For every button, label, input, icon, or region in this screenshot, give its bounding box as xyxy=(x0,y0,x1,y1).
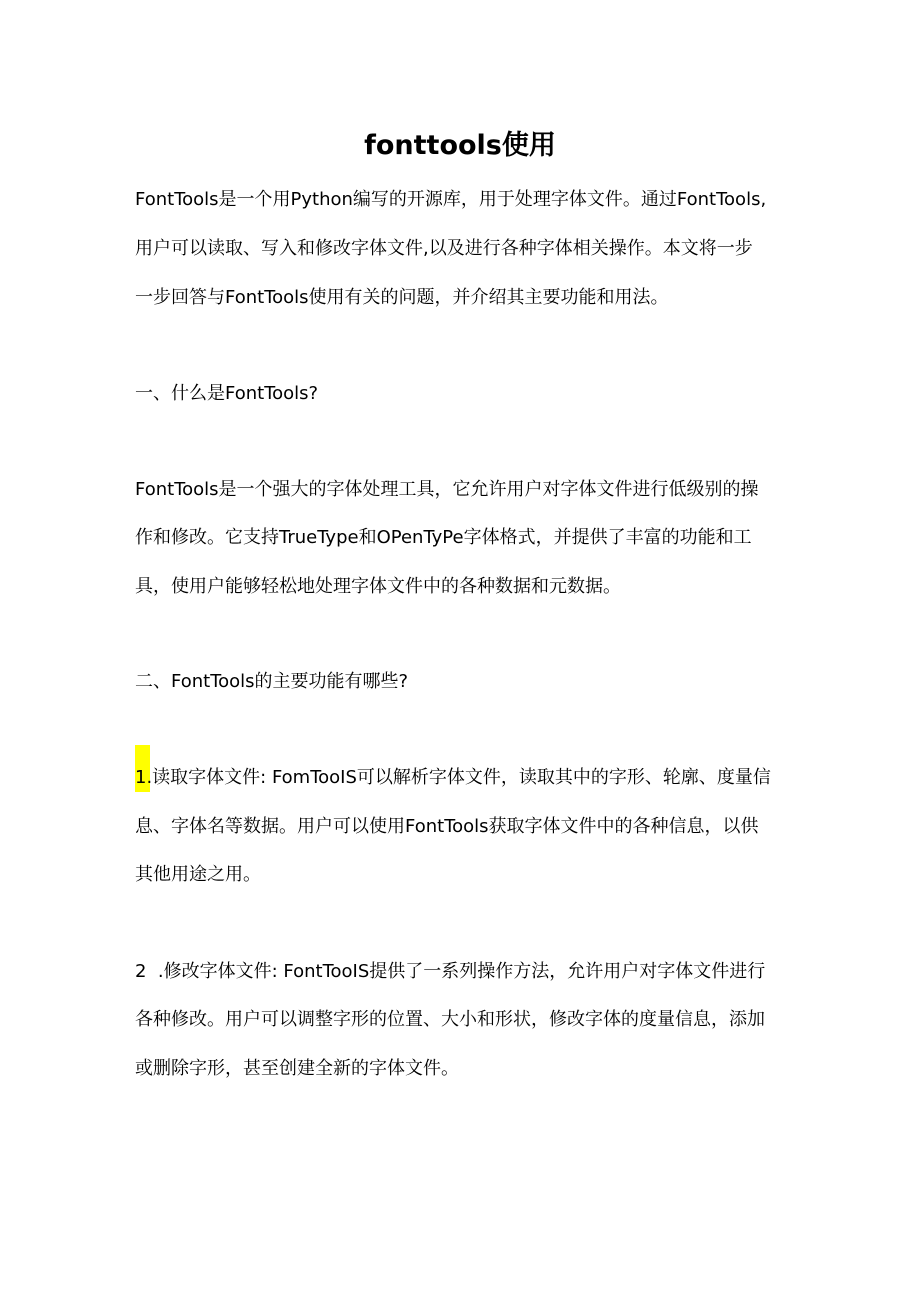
item2-line-3: 或删除字形，甚至创建全新的字体文件。 xyxy=(135,1058,459,1079)
item2-line-1: 2 .修改字体文件: FontTooIS提供了一系列操作方法，允许用户对字体文件进行 xyxy=(135,961,766,982)
item1-line-1: 1.读取字体文件: FomTooIS可以解析字体文件，读取其中的字形、轮廓、度量信 xyxy=(135,767,771,788)
intro-line-1: FontTools是一个用Python编写的开源库，用于处理字体文件。通过FontTools, xyxy=(135,189,767,210)
intro-line-2: 用户可以读取、写入和修改字体文件,以及进行各种字体相关操作。本文将一步 xyxy=(135,238,753,259)
item1-line-3: 其他用途之用。 xyxy=(135,864,261,885)
item1-line-2: 息、字体名等数据。用户可以使用FontTools获取字体文件中的各种信息，以供 xyxy=(135,816,759,837)
section2-heading: 二、FontTools的主要功能有哪些? xyxy=(135,671,409,692)
item2-line-2: 各种修改。用户可以调整字形的位置、大小和形状，修改字体的度量信息，添加 xyxy=(135,1009,765,1030)
section1-heading: 一、什么是FontTools? xyxy=(135,383,319,404)
section1-line-2: 作和修改。它支持TrueType和OPenTyPe字体格式，并提供了丰富的功能和工 xyxy=(135,527,752,548)
document-title: fonttools使用 xyxy=(364,130,556,161)
section1-line-1: FontTools是一个强大的字体处理工具，它允许用户对字体文件进行低级别的操 xyxy=(135,479,759,500)
section1-line-3: 具，使用户能够轻松地处理字体文件中的各种数据和元数据。 xyxy=(135,576,621,597)
intro-line-3: 一步回答与FontTools使用有关的问题，并介绍其主要功能和用法。 xyxy=(135,287,669,308)
